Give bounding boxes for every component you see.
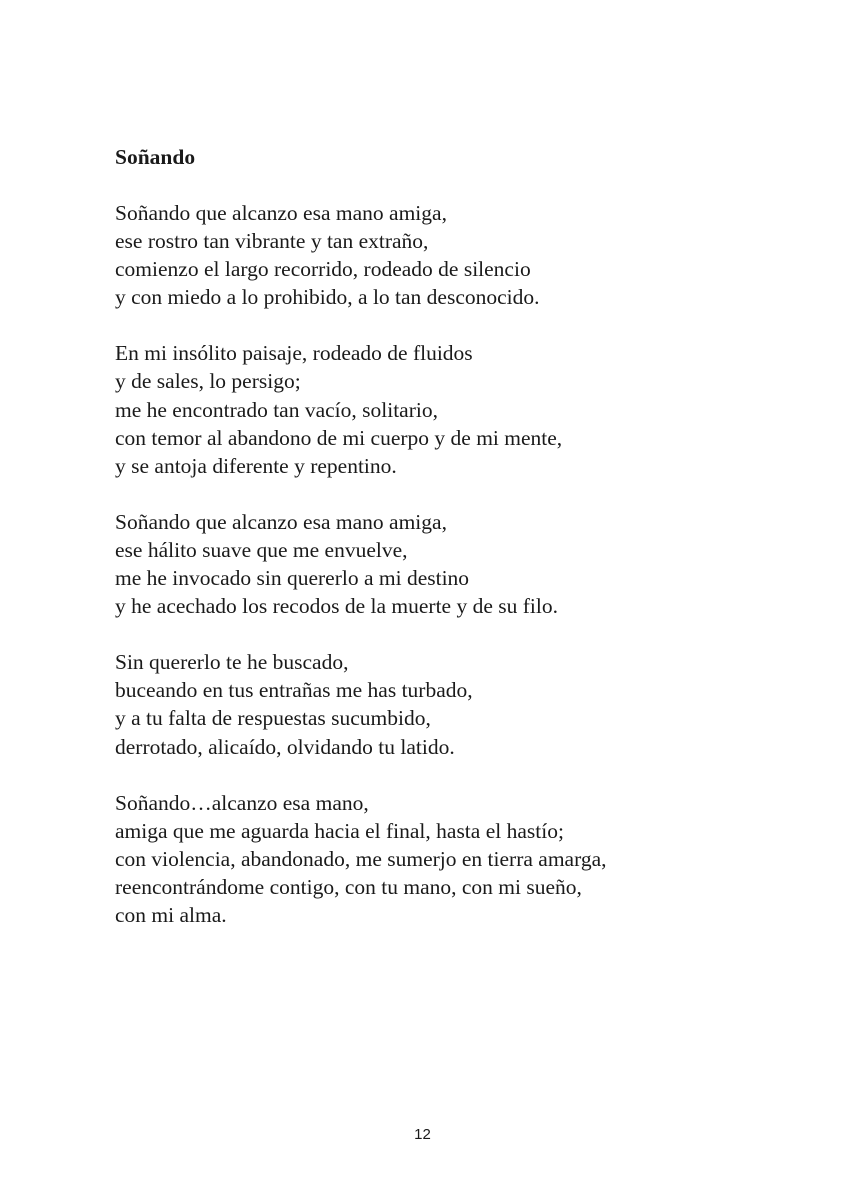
poem-line: Soñando que alcanzo esa mano amiga,: [115, 201, 447, 225]
poem-line: y con miedo a lo prohibido, a lo tan desconocido.: [115, 285, 540, 310]
poem-line: Soñando…alcanzo esa mano,: [115, 790, 369, 815]
stanza-3: [115, 508, 815, 620]
poem-line: reencontrándome contigo, con tu mano, con mi sueño,: [115, 874, 582, 899]
poem-line: y se antoja diferente y repentino.: [115, 453, 397, 478]
poem-line: derrotado, alicaído, olvidando tu latido.: [115, 734, 455, 759]
poem-line: comienzo el largo recorrido, rodeado de silencio: [115, 257, 531, 282]
page-number: 12: [414, 1126, 431, 1143]
poem-line: Soñando que alcanzo esa mano amiga,: [115, 509, 447, 534]
poem-line: con violencia, abandonado, me sumerjo en tierra amarga,: [115, 846, 607, 871]
poem-title: Soñando: [115, 145, 196, 169]
poem-line: y a tu falta de respuestas sucumbido,: [115, 706, 431, 731]
poem: [115, 143, 815, 957]
stanza-5: [115, 789, 815, 929]
poem-line: con mi alma.: [115, 902, 227, 927]
stanza-4: [115, 648, 815, 760]
poem-line: ese hálito suave que me envuelve,: [115, 537, 408, 562]
poem-line: y de sales, lo persigo;: [115, 369, 301, 394]
poem-line: En mi insólito paisaje, rodeado de fluidos: [115, 341, 473, 366]
poem-line: con temor al abandono de mi cuerpo y de mi mente,: [115, 425, 563, 450]
poem-line: me he encontrado tan vacío, solitario,: [115, 397, 438, 422]
stanza-2: [115, 339, 815, 479]
poem-line: Sin quererlo te he buscado,: [115, 650, 349, 675]
poem-line: ese rostro tan vibrante y tan extraño,: [115, 229, 429, 254]
poem-line: amiga que me aguarda hacia el final, hasta el hastío;: [115, 818, 564, 843]
poem-line: me he invocado sin quererlo a mi destino: [115, 566, 470, 591]
poem-line: buceando en tus entrañas me has turbado,: [115, 678, 473, 703]
stanza-1: [115, 199, 815, 311]
poem-line: y he acechado los recodos de la muerte y de su filo.: [115, 594, 558, 619]
